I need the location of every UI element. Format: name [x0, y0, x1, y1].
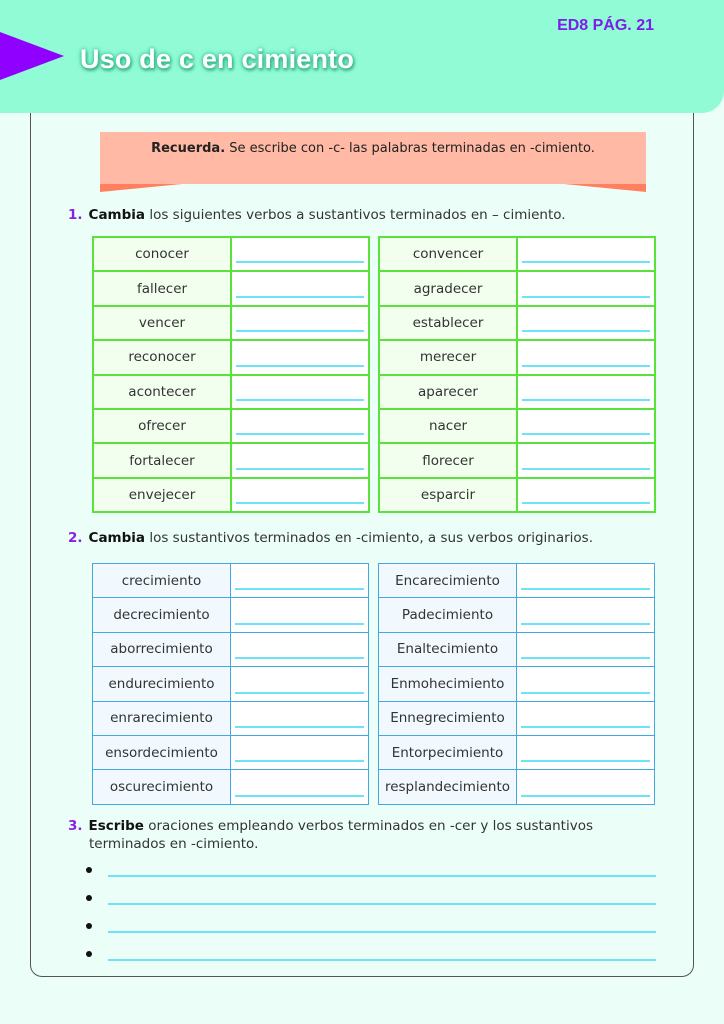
- answer-line: [521, 692, 650, 694]
- answer-line: [522, 399, 650, 401]
- answer-line: [236, 296, 364, 298]
- table-row: [379, 598, 655, 632]
- answer-line: [236, 433, 364, 435]
- answer-line: [521, 623, 650, 625]
- word-cell: crecimiento: [93, 564, 231, 598]
- answer-line: [235, 726, 364, 728]
- answer-line: [236, 330, 364, 332]
- table-row: [93, 443, 369, 477]
- answer-field[interactable]: [231, 443, 369, 477]
- table-row: [379, 237, 655, 271]
- answer-line: [236, 502, 364, 504]
- answer-field[interactable]: [517, 340, 655, 374]
- answer-line: [522, 330, 650, 332]
- sentence-line-row: [86, 942, 656, 970]
- page-reference: ED8 PÁG. 21: [557, 17, 654, 34]
- table-row: [93, 237, 369, 271]
- word-cell: endurecimiento: [93, 667, 231, 701]
- answer-field[interactable]: [517, 667, 655, 701]
- bullet-icon: [86, 923, 92, 929]
- answer-field[interactable]: [231, 375, 369, 409]
- answer-line: [236, 399, 364, 401]
- table-row: [379, 375, 655, 409]
- word-cell: aparecer: [379, 375, 517, 409]
- answer-field[interactable]: [517, 306, 655, 340]
- word-cell: fallecer: [93, 271, 231, 305]
- table-row: [379, 478, 655, 512]
- exercise-3-text: oraciones empleando verbos terminados en -cer y los sustantivos: [143, 818, 594, 834]
- word-cell: ensordecimiento: [93, 735, 231, 769]
- sentence-input-line[interactable]: [108, 875, 656, 877]
- answer-line: [522, 365, 650, 367]
- answer-field[interactable]: [517, 598, 655, 632]
- answer-line: [235, 692, 364, 694]
- sentence-line-row: [86, 914, 656, 942]
- answer-field[interactable]: [231, 237, 369, 271]
- answer-field[interactable]: [517, 564, 655, 598]
- answer-field[interactable]: [517, 271, 655, 305]
- answer-field[interactable]: [231, 770, 369, 804]
- answer-field[interactable]: [517, 237, 655, 271]
- table-row: [379, 667, 655, 701]
- exercise-3-verb: Escribe: [88, 818, 144, 834]
- answer-line: [236, 468, 364, 470]
- answer-field[interactable]: [231, 409, 369, 443]
- exercise-1-number: 1.: [68, 207, 83, 223]
- word-cell: decrecimiento: [93, 598, 231, 632]
- bullet-icon: [86, 951, 92, 957]
- word-cell: vencer: [93, 306, 231, 340]
- word-cell: Entorpecimiento: [379, 735, 517, 769]
- word-cell: oscurecimiento: [93, 770, 231, 804]
- exercise-1-instruction: [68, 206, 566, 224]
- table-row: [93, 478, 369, 512]
- answer-line: [522, 433, 650, 435]
- answer-field[interactable]: [517, 701, 655, 735]
- table-row: [93, 632, 369, 666]
- arrow-decoration-icon: [0, 32, 64, 80]
- table-row: [379, 701, 655, 735]
- answer-line: [235, 623, 364, 625]
- table-row: [93, 667, 369, 701]
- exercise-3-instruction: [68, 817, 656, 853]
- exercise-1-verb: Cambia: [88, 207, 146, 223]
- exercise-3-number: 3.: [68, 818, 83, 834]
- sentence-line-row: [86, 858, 656, 886]
- word-cell: Ennegrecimiento: [379, 701, 517, 735]
- answer-field[interactable]: [231, 340, 369, 374]
- exercise-2-verb: Cambia: [88, 530, 146, 546]
- table-row: [379, 409, 655, 443]
- answer-line: [522, 502, 650, 504]
- exercise-1-table-left: [92, 236, 370, 513]
- note-tail-left: [100, 184, 182, 192]
- table-row: [93, 564, 369, 598]
- word-cell: esparcir: [379, 478, 517, 512]
- exercise-1-text: los siguientes verbos a sustantivos terminados en – cimiento.: [145, 207, 566, 223]
- sentence-line-row: [86, 886, 656, 914]
- word-cell: aborrecimiento: [93, 632, 231, 666]
- word-cell: envejecer: [93, 478, 231, 512]
- table-row: [93, 598, 369, 632]
- answer-field[interactable]: [517, 735, 655, 769]
- answer-field[interactable]: [231, 598, 369, 632]
- exercise-2-table-left: [92, 563, 369, 805]
- note-tail-right: [564, 184, 646, 192]
- answer-field[interactable]: [231, 735, 369, 769]
- word-cell: agradecer: [379, 271, 517, 305]
- table-row: [93, 770, 369, 804]
- table-row: [93, 409, 369, 443]
- answer-line: [521, 588, 650, 590]
- word-cell: Encarecimiento: [379, 564, 517, 598]
- table-row: [93, 340, 369, 374]
- answer-line: [235, 657, 364, 659]
- sentence-input-line[interactable]: [108, 931, 656, 933]
- reminder-text: Se escribe con -c- las palabras terminadas en -cimiento.: [225, 141, 595, 156]
- answer-field[interactable]: [231, 667, 369, 701]
- table-row: [93, 735, 369, 769]
- word-cell: enrarecimiento: [93, 701, 231, 735]
- answer-line: [521, 795, 650, 797]
- answer-field[interactable]: [517, 632, 655, 666]
- table-row: [379, 340, 655, 374]
- answer-field[interactable]: [517, 443, 655, 477]
- exercise-3-text-continued: terminados en -cimiento.: [89, 836, 259, 852]
- answer-field[interactable]: [231, 271, 369, 305]
- answer-field[interactable]: [517, 770, 655, 804]
- word-cell: Enaltecimiento: [379, 632, 517, 666]
- answer-line: [521, 726, 650, 728]
- answer-line: [522, 296, 650, 298]
- answer-field[interactable]: [231, 632, 369, 666]
- word-cell: florecer: [379, 443, 517, 477]
- sentence-input-line[interactable]: [108, 903, 656, 905]
- word-cell: establecer: [379, 306, 517, 340]
- table-row: [379, 564, 655, 598]
- exercise-2-text: los sustantivos terminados en -cimiento, a sus verbos originarios.: [145, 530, 593, 546]
- answer-field[interactable]: [231, 564, 369, 598]
- sentence-lines: [86, 858, 656, 970]
- answer-line: [521, 657, 650, 659]
- word-cell: nacer: [379, 409, 517, 443]
- table-row: [379, 735, 655, 769]
- word-cell: ofrecer: [93, 409, 231, 443]
- exercise-2-instruction: [68, 529, 593, 547]
- answer-field[interactable]: [517, 409, 655, 443]
- table-row: [379, 443, 655, 477]
- word-cell: resplandecimiento: [379, 770, 517, 804]
- word-cell: reconocer: [93, 340, 231, 374]
- answer-line: [235, 795, 364, 797]
- bullet-icon: [86, 867, 92, 873]
- reminder-note: [100, 132, 646, 184]
- table-row: [93, 306, 369, 340]
- answer-line: [522, 261, 650, 263]
- answer-line: [236, 365, 364, 367]
- answer-field[interactable]: [231, 701, 369, 735]
- table-row: [93, 375, 369, 409]
- page-title: Uso de c en cimiento: [80, 44, 355, 74]
- word-cell: convencer: [379, 237, 517, 271]
- exercise-2-number: 2.: [68, 530, 83, 546]
- table-row: [379, 306, 655, 340]
- answer-line: [235, 760, 364, 762]
- answer-line: [522, 468, 650, 470]
- word-cell: conocer: [93, 237, 231, 271]
- answer-line: [236, 261, 364, 263]
- answer-field[interactable]: [517, 478, 655, 512]
- table-row: [379, 632, 655, 666]
- reminder-label: Recuerda.: [151, 141, 226, 156]
- word-cell: acontecer: [93, 375, 231, 409]
- answer-field[interactable]: [517, 375, 655, 409]
- word-cell: Enmohecimiento: [379, 667, 517, 701]
- answer-line: [521, 760, 650, 762]
- table-row: [379, 770, 655, 804]
- header-banner: [0, 0, 724, 113]
- bullet-icon: [86, 895, 92, 901]
- table-row: [93, 271, 369, 305]
- word-cell: Padecimiento: [379, 598, 517, 632]
- sentence-input-line[interactable]: [108, 959, 656, 961]
- word-cell: fortalecer: [93, 443, 231, 477]
- answer-line: [235, 588, 364, 590]
- exercise-1-table-right: [378, 236, 656, 513]
- answer-field[interactable]: [231, 478, 369, 512]
- exercise-2-table-right: [378, 563, 655, 805]
- word-cell: merecer: [379, 340, 517, 374]
- answer-field[interactable]: [231, 306, 369, 340]
- table-row: [93, 701, 369, 735]
- table-row: [379, 271, 655, 305]
